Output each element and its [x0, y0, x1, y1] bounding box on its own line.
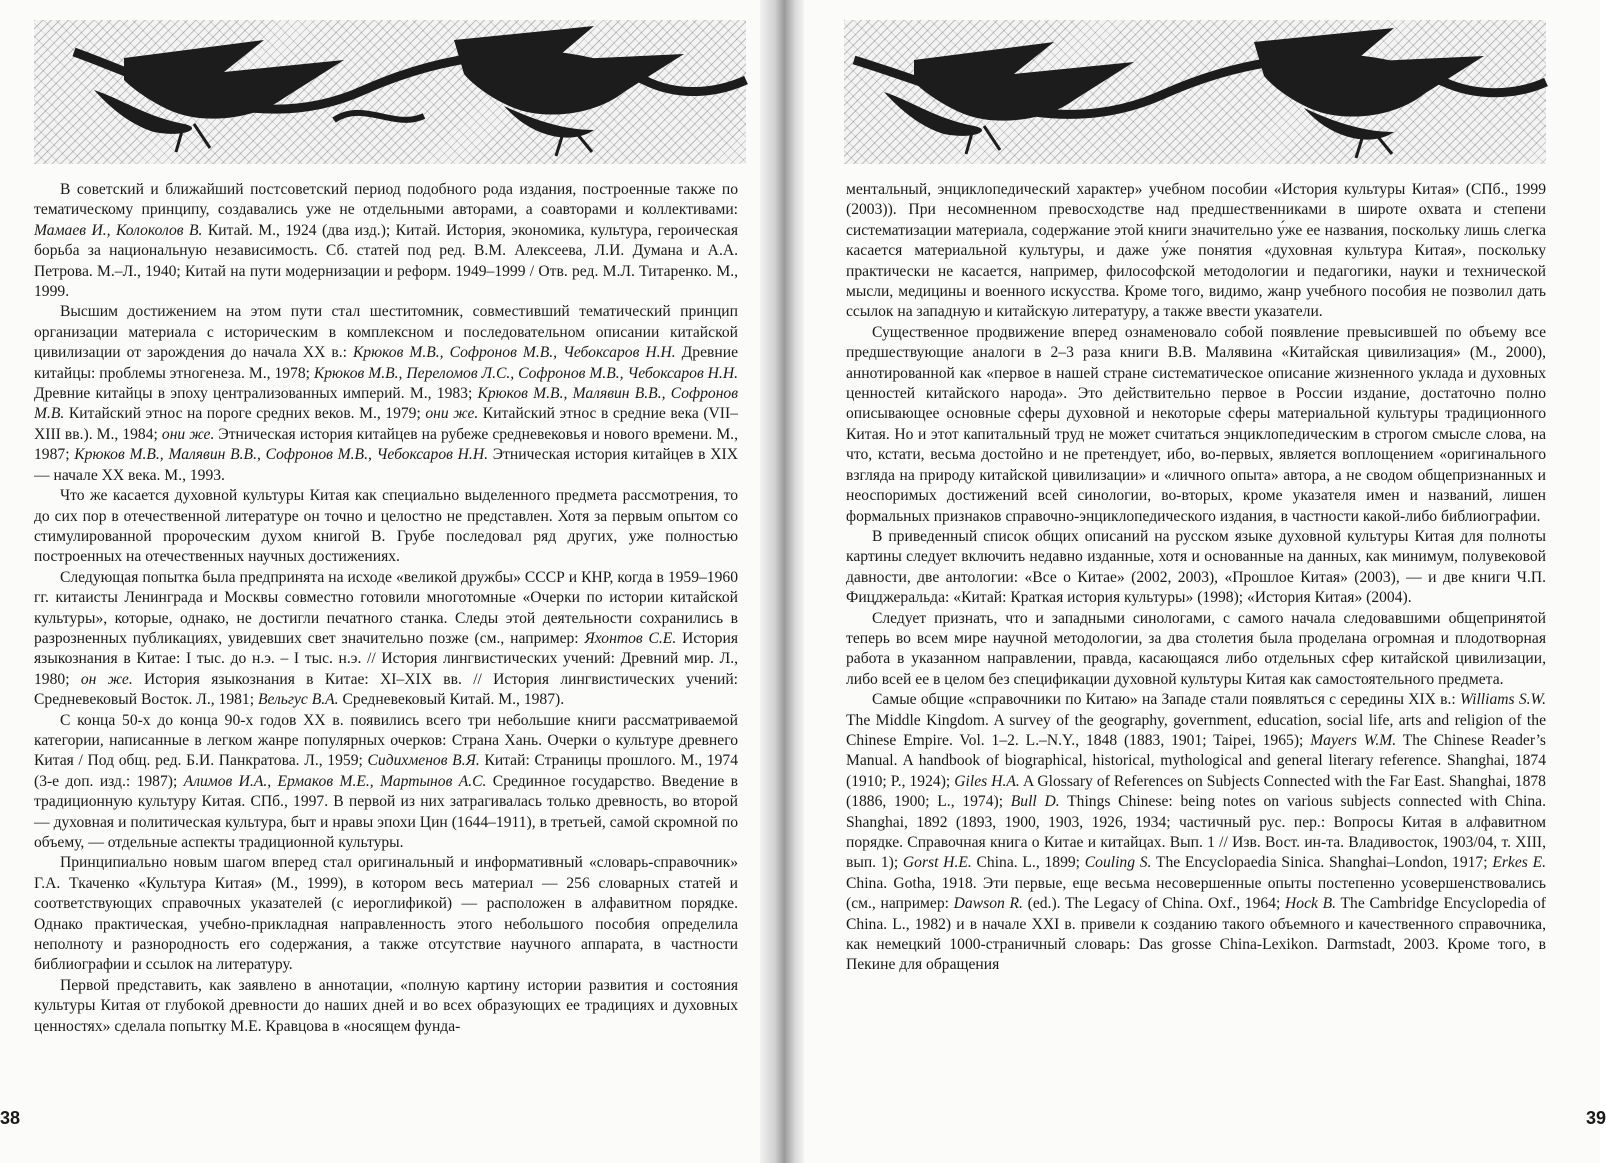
- author-name: Mayers W.M.: [1310, 731, 1397, 749]
- right-page-body-text: [846, 180, 1546, 976]
- text-run: Древние китайцы в эпоху централизованных империй. М., 1983;: [34, 385, 478, 403]
- bird-frieze-drawing: [844, 20, 1546, 164]
- text-run: Этническая история китайцев на рубеже средневековья и нового времени. М., 1987;: [34, 425, 738, 464]
- text-run: Следующая попытка была предпринята на исходе «великой дружбы» СССР и КНР, когда в 1959–1960 гг. китаисты Ленинграда и Москвы совместно готовили многотомные «Очерки по истории китайской культуры», которые, однако, не достигли печатного станка. Следы этой деятельности сохранились в разрозненных публикациях, увидевших свет значительно позже (см., например:: [34, 568, 738, 647]
- author-name: Крюков М.В., Малявин В.В., Софронов М.В., Чебоксаров Н.Н.: [74, 446, 488, 464]
- text-run: The Encyclopaedia Sinica. Shanghai–London, 1917;: [1151, 854, 1493, 872]
- author-name: Вельгус В.А.: [257, 691, 339, 709]
- author-name: он же.: [80, 670, 133, 688]
- right-page: [782, 0, 1606, 1163]
- author-name: Dawson R.: [953, 895, 1023, 913]
- author-name: они же.: [425, 405, 479, 423]
- author-name: Erkes E.: [1492, 854, 1546, 872]
- author-name: Крюков М.В., Переломов Л.С., Софронов М.В., Чебоксаров Н.Н.: [313, 364, 738, 382]
- text-run: История языкознания в Китае: XI–XIX вв. // История лингвистических учений: Средневековый Восток. Л., 1981;: [34, 670, 738, 709]
- text-run: Срединное государство. Введение в традиционную культуру Китая. СПб., 1997. В первой из них затрагивалась только древность, во второй — духовная и политическая культура, быт и нравы эпохи Цин (1644–1911), в третьей, самой скромной по объему, — отдельные аспекты традиционной культуры.: [34, 772, 738, 851]
- text-run: Принципиально новым шагом вперед стал оригинальный и информативный «словарь-справочник» Г.А. Ткаченко «Культура Китая» (М., 1999), в котором весь материал — 256 словарных статей и соответствующих справочных указателей (с иероглификой) — расположен в алфавитном порядке. Однако практическая, учебно-прикладная направленность этого небольшого пособия определила неполноту и разнородность его содержания, а также отсутствие научного аппарата, в частности библиографии и ссылок на литературу.: [34, 854, 738, 974]
- author-name: они же.: [161, 425, 215, 443]
- bird-frieze-ornament: [34, 20, 746, 164]
- text-run: Китай. М., 1924 (два изд.); Китай. История, экономика, культура, героическая борьба за национальную независимость. Сб. статей под ред. В.М. Алексеева, Л.И. Думана и А.А. Петрова. М.–Л., 1940; Китай на пути модернизации и реформ. 1949–1999 / Отв. ред. М.Л. Титаренко. М., 1999.: [34, 221, 738, 301]
- paragraph: [846, 323, 1546, 527]
- left-page: [0, 0, 772, 1163]
- paragraph: [34, 711, 738, 854]
- paragraph: [846, 609, 1546, 691]
- bird-frieze-drawing: [34, 20, 746, 164]
- text-run: В приведенный список общих описаний на русском языке духовной культуры Китая для полноты картины следует включить недавно изданные, хотя и основанные на данных, как минимум, полувековой давности, две антологии: «Все о Китае» (2002, 2003), «Прошлое Китая» (2003), — и две книги Ч.П. Фицджеральда: «Китай: Краткая история культуры» (1998); «История Китая» (2004).: [846, 527, 1546, 607]
- text-run: China. L., 1899;: [971, 854, 1085, 872]
- paragraph: [846, 180, 1546, 323]
- text-run: (ed.). The Legacy of China. Oxf., 1964;: [1022, 895, 1286, 913]
- paragraph: [846, 527, 1546, 609]
- author-name: Крюков М.В., Софронов М.В., Чебоксаров Н.Н.: [352, 344, 676, 362]
- author-name: Сидихменов В.Я.: [367, 752, 480, 770]
- text-run: Существенное продвижение вперед ознаменовало собой появление превысившей по объему все предшествующие аналоги в 2–3 раза книги В.В. Малявина «Китайская цивилизация» (М., 2000), аннотированной как «первое в нашей стране систематическое описание жизненного уклада и духовных ценностей китайского народа». Это действительно первое в России издание, достаточно полно описывающее основные сферы духовной и некоторые сферы материальной культуры традиционного Китая. Но и этот капитальный труд не может считаться энциклопедическим в строгом смысле слова, на что, кстати, весьма достойно и не претендует, ибо, во-первых, является воплощением «оригинального взгляда на природу китайской цивилизации» и «личного опыта» автора, а не сводом общепризнанных и неоспоримых достижений всей синологии, во-вторых, кроме указателя имен и названий, лишен формальных признаков справочно-энциклопедического издания, в частности какой-либо библиографии.: [846, 323, 1546, 525]
- text-run: Things Chinese: being notes on various subjects connected with China. Shanghai, 1892 (1893, 1900, 1903, 1926, 1934; частичный рус. пер.: Вопросы Китая в алфавитном порядке. Справочная книга о Китае и китайцах. Вып. 1 // Изв. Вост. ин-та. Владивосток, 1903/04, т. XIII, вып. 1);: [846, 793, 1546, 872]
- book-gutter-shadow: [760, 0, 804, 1163]
- paragraph: [34, 853, 738, 975]
- text-run: Древние китайцы: проблемы этногенеза. М., 1978;: [34, 344, 739, 382]
- author-name: Мамаев И., Колоколов В.: [34, 221, 203, 239]
- text-run: The Chinese Reader’s Manual. A handbook of biographical, historical, mythological and general literary reference. Shanghai, 1874 (1910; P., 1924);: [846, 731, 1546, 790]
- author-name: Williams S.W.: [1460, 691, 1546, 709]
- author-name: Крюков М.В., Малявин В.В., Софронов М.В.: [34, 385, 738, 423]
- author-name: Couling S.: [1084, 854, 1152, 872]
- page-number: 39: [1586, 1108, 1606, 1128]
- paragraph: [34, 568, 738, 711]
- paragraph: [34, 976, 738, 1037]
- page-number: 38: [0, 1108, 21, 1128]
- author-name: Bull D.: [1010, 793, 1060, 811]
- author-name: Giles H.A.: [954, 772, 1020, 790]
- paragraph: [34, 486, 738, 568]
- paragraph: [34, 302, 738, 486]
- text-run: Самые общие «справочники по Китаю» на Западе стали появляться с середины XIX в.:: [872, 691, 1460, 709]
- author-name: Hock B.: [1285, 895, 1337, 913]
- paragraph: [34, 180, 738, 302]
- text-run: История языкознания в Китае: I тыс. до н.э. – I тыс. н.э. // История лингвистических учений: Древний мир. Л., 1980;: [34, 629, 738, 688]
- text-run: Средневековый Китай. М., 1987).: [338, 691, 565, 709]
- text-run: Что же касается духовной культуры Китая как специально выделенного предмета рассмотрения, то до сих пор в отечественной литературе он точно и целостно не представлен. Хотя за первым опытом со стимулированной пророческим духом книгой В. Грубе последовал ряд других, уже полностью построенных на отечественных научных достижениях.: [34, 487, 738, 566]
- text-run: Следует признать, что и западными синологами, с самого начала следовавшими общепринятой теперь во всем мире научной методологии, за два столетия была проделана огромная и плодотворная работа в указанном направлении, правда, касающаяся либо отдельных сфер китайской цивилизации, либо всей ее в целом без спецификации духовной культуры Китая как самостоятельного предмета.: [846, 609, 1546, 688]
- text-run: С конца 50-х до конца 90-х годов XX в. появились всего три небольшие книги рассматриваемой категории, написанные в легком жанре популярных очерков: Страна Хань. Очерки о культуре древнего Китая / Под общ. ред. Б.И. Панкратова. Л., 1959;: [34, 711, 738, 770]
- text-run: The Middle Kingdom. A survey of the geography, government, education, social life, arts and religion of the Chinese Empire. Vol. 1–2. L.–N.Y., 1848 (1883, 1901; Taipei, 1965);: [846, 711, 1546, 749]
- author-name: Яхонтов С.Е.: [584, 629, 677, 647]
- author-name: Gorst H.E.: [902, 854, 972, 872]
- bird-frieze-ornament: [844, 20, 1546, 164]
- text-run: Высшим достижением на этом пути стал шеститомник, совместивший тематический принцип организации материала с историческим в комплексном и последовательном описании китайской цивилизации от зарождения до начала XX в.:: [34, 303, 738, 362]
- text-run: ментальный, энциклопедический характер» учебном пособии «История культуры Китая» (СПб., 1999 (2003)). При несомненном превосходстве над предшественниками в широте охвата и степени систематизации материала, содержание этой книги значительно у́же ее названия, поскольку лишь слегка касается материальной культуры, и даже у́же понятия «духовная культура Китая», поскольку практически не касается, например, философской методологии и педагогики, науки и технической мысли, медицины и военного искусства. Кроме того, видимо, жанр учебного пособия не позволил дать ссылок на западную и китайскую литературу, а также ввести указатели.: [846, 181, 1546, 321]
- left-page-body-text: [34, 180, 738, 1037]
- text-run: The Cambridge Encyclopedia of China. L., 1982) и в начале XXI в. привели к созданию такого объемного и качественного справочника, как немецкий 1000-страничный словарь: Das grosse China-Lexikon. Darmstadt, 2003. Кроме того, в Пекине для обращения: [846, 895, 1547, 974]
- text-run: Первой представить, как заявлено в аннотации, «полную картину истории развития и состояния культуры Китая от глубокой древности до наших дней и во всех образующих ее традициях и духовных ценностях» сделала попытку М.Е. Кравцова в «носящем фунда-: [34, 976, 738, 1035]
- text-run: Китайский этнос на пороге средних веков. М., 1979;: [64, 405, 426, 423]
- text-run: Китайский этнос в средние века (VII–XIII вв.). М., 1984;: [34, 405, 738, 443]
- text-run: В советский и ближайший постсоветский период подобного рода издания, построенные также по тематическому принципу, создавались уже не отдельными авторами, а соавторами и коллективами:: [34, 181, 738, 219]
- text-run: Этническая история китайцев в XIX — начале XX века. М., 1993.: [34, 446, 739, 484]
- text-run: Китай: Страницы прошлого. М., 1974 (3-е доп. изд.: 1987);: [34, 752, 738, 790]
- text-run: China. Gotha, 1918. Эти первые, еще весьма несовершенные опыты постепенно усовершенствовались (см., например:: [846, 874, 1546, 913]
- paragraph: [846, 690, 1546, 976]
- text-run: A Glossary of References on Subjects Connected with the Far East. Shanghai, 1878 (1886, 1900; L., 1974);: [846, 772, 1546, 811]
- author-name: Алимов И.А., Ермаков М.Е., Мартынов А.С.: [183, 772, 487, 790]
